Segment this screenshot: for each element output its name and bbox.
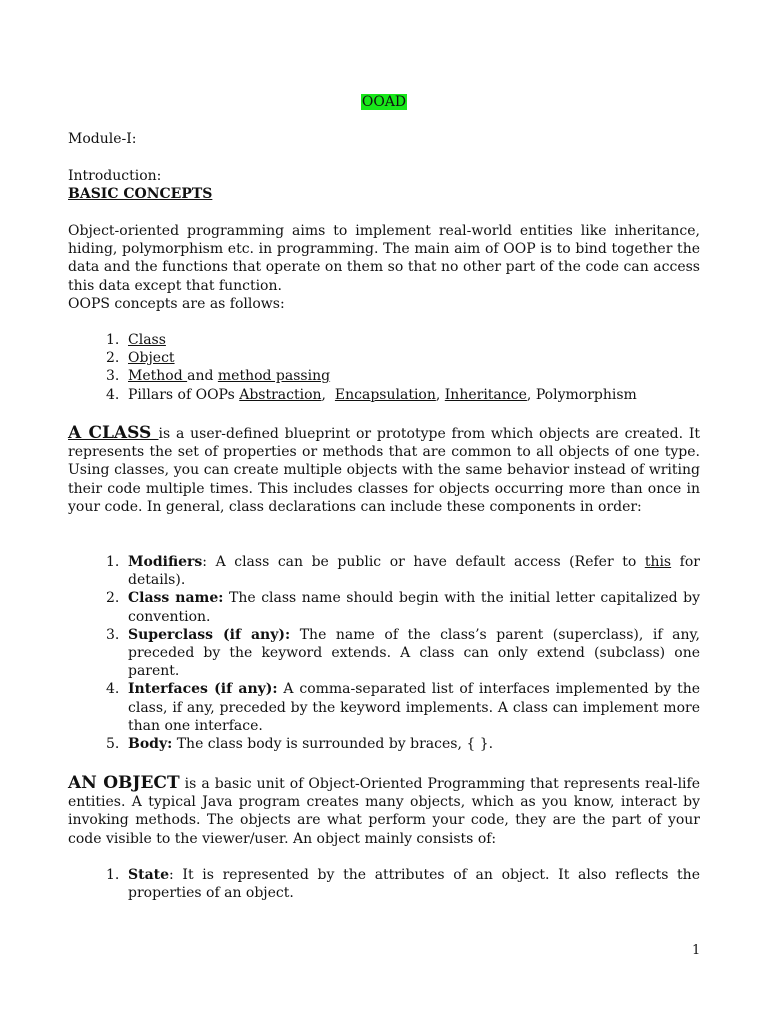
list-item: 2. Class name: The class name should begin with the initial letter capitalized by convention. xyxy=(106,590,701,625)
this-link[interactable]: this xyxy=(644,554,672,570)
list-item: 1. State: It is represented by the attributes of an object. It also reflects the properties of an object. xyxy=(106,867,700,902)
list-item: 2. Object xyxy=(106,350,175,367)
intro-paragraph: Object-oriented programming aims to implement real-world entities like inheritance, hiding, polymorphism etc. in programming. The main aim of OOP is to bind together the data and the functions that operate on them so that no other part of the code can access this data except that function. xyxy=(68,223,700,294)
list-item: 3. Method and method passing xyxy=(106,368,331,385)
class-link[interactable]: Class xyxy=(128,332,166,348)
method-passing-link[interactable]: method passing xyxy=(217,368,331,385)
class-paragraph: A CLASS is a user-defined blueprint or prototype from which objects are created. It represents the set of properties or methods that are common to all objects of one type. Using classes, you can create multiple objects with the same behavior instead of writing their code multiple times. This includes classes for objects occurring more than once in your code. In general, class declarations can include these components in order: xyxy=(68,423,700,515)
list-item: 4. Pillars of OOPs Abstraction, Encapsulation, Inheritance, Polymorphism xyxy=(106,386,637,403)
object-term: AN OBJECT xyxy=(68,773,180,793)
document-title xyxy=(0,93,768,111)
object-link[interactable]: Object xyxy=(128,350,175,367)
list-item: 3. Superclass (if any): The name of the class’s parent (superclass), if any, preceded by the keyword extends. A class can only extend (subclass) one parent. xyxy=(106,626,700,680)
concepts-intro: OOPS concepts are as follows: xyxy=(68,296,285,312)
inheritance-link[interactable]: Inheritance xyxy=(444,386,527,403)
module-label: Module-I: xyxy=(68,131,137,147)
object-paragraph: AN OBJECT is a basic unit of Object-Oriented Programming that represents real-life entities. A typical Java program creates many objects, which as you know, interact by invoking methods. The objects are what perform your code, they are the part of your code visible to the viewer/user. An object mainly consists of: xyxy=(68,773,700,847)
method-link[interactable]: Method xyxy=(128,368,188,385)
encapsulation-link[interactable]: Encapsulation xyxy=(334,386,436,403)
object-components-list xyxy=(68,866,700,902)
class-term: A CLASS xyxy=(68,423,159,443)
page-number: 1 xyxy=(692,943,701,958)
abstraction-link[interactable]: Abstraction xyxy=(239,386,322,403)
introduction-label: Introduction: xyxy=(68,168,162,184)
concepts-list xyxy=(68,331,637,404)
basic-concepts-heading: BASIC CONCEPTS xyxy=(68,186,213,202)
list-item: 5. Body: The class body is surrounded by braces, { }. xyxy=(106,736,494,753)
highlighted-title: OOAD xyxy=(361,94,407,110)
list-item: 4. Interfaces (if any): A comma-separated list of interfaces implemented by the class, if any, preceded by the keyword implements. A class can implement more than one interface. xyxy=(106,681,701,734)
list-item: 1. Modifiers: A class can be public or have default access (Refer to this for details). xyxy=(106,554,700,589)
class-components-list xyxy=(68,553,700,753)
list-item: 1. Class xyxy=(106,332,166,348)
